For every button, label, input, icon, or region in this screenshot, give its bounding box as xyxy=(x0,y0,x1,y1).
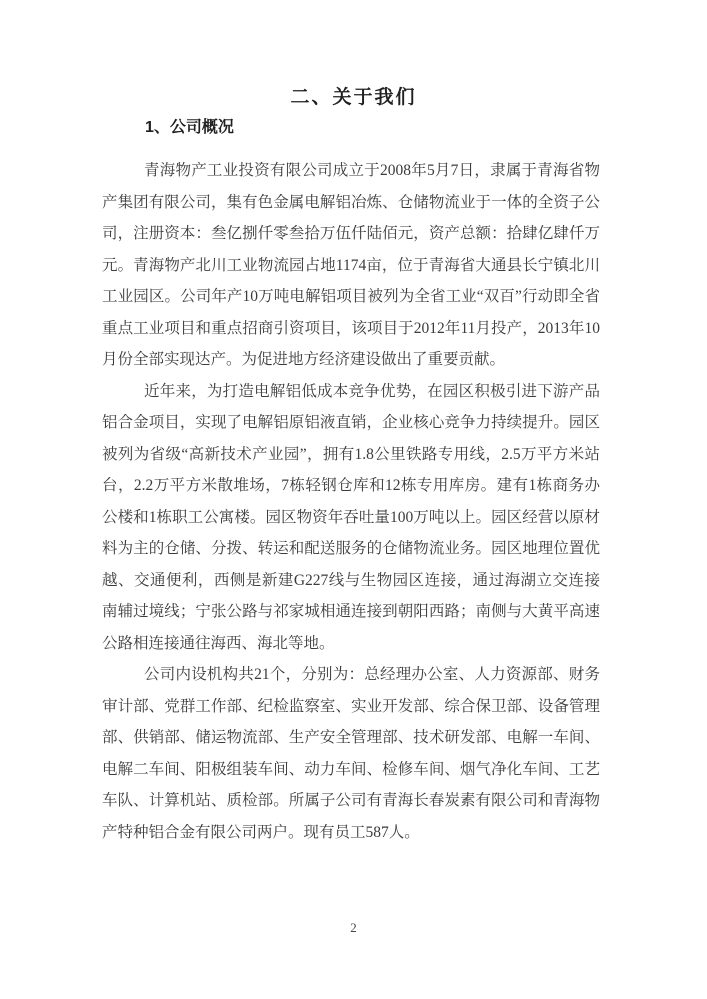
section-heading-company-overview: 1、公司概况 xyxy=(145,119,234,136)
page-number: 2 xyxy=(350,920,357,935)
paragraph-company-founding: 青海物产工业投资有限公司成立于2008年5月7日，隶属于青海省物产集团有限公司，集有色金属电解铝冶炼、仓储物流业于一体的全资子公司，注册资本：叁亿捌仟零叁拾万伍仟陆佰元，资产总额：拾肆亿肆仟万元。青海物产北川工业物流园占地1174亩，位于青海省大通县长宁镇北川工业园区。公司年产10万吨电解铝项目被列为全省工业“双百”行动即全省重点工业项目和重点招商引资项目，该项目于2012年11月投产，2013年10月份全部实现达产。为促进地方经济建设做出了重要贡献。 xyxy=(102,162,600,368)
page-title: 二、关于我们 xyxy=(290,87,417,108)
document-body xyxy=(102,155,600,848)
paragraph-org-structure: 公司内设机构共21个，分别为：总经理办公室、人力资源部、财务审计部、党群工作部、纪检监察室、实业开发部、综合保卫部、设备管理部、供销部、储运物流部、生产安全管理部、技术研发部、电解一车间、电解二车间、阳极组装车间、动力车间、检修车间、烟气净化车间、工艺车队、计算机站、质检部。所属子公司有青海长春炭素有限公司和青海物产特种铝合金有限公司两户。现有员工587人。 xyxy=(102,666,600,841)
paragraph-park-development: 近年来，为打造电解铝低成本竞争优势，在园区积极引进下游产品铝合金项目，实现了电解铝原铝液直销，企业核心竞争力持续提升。园区被列为省级“高新技术产业园”，拥有1.8公里铁路专用线，2.5万平方米站台，2.2万平方米散堆场，7栋轻钢仓库和12栋专用库房。建有1栋商务办公楼和1栋职工公寓楼。园区物资年吞吐量100万吨以上。园区经营以原材料为主的仓储、分拨、转运和配送服务的仓储物流业务。园区地理位置优越、交通便利，西侧是新建G227线与生物园区连接，通过海湖立交连接南辅过境线；宁张公路与祁家城相通连接到朝阳西路；南侧与大黄平高速公路相连接通往海西、海北等地。 xyxy=(102,382,600,652)
